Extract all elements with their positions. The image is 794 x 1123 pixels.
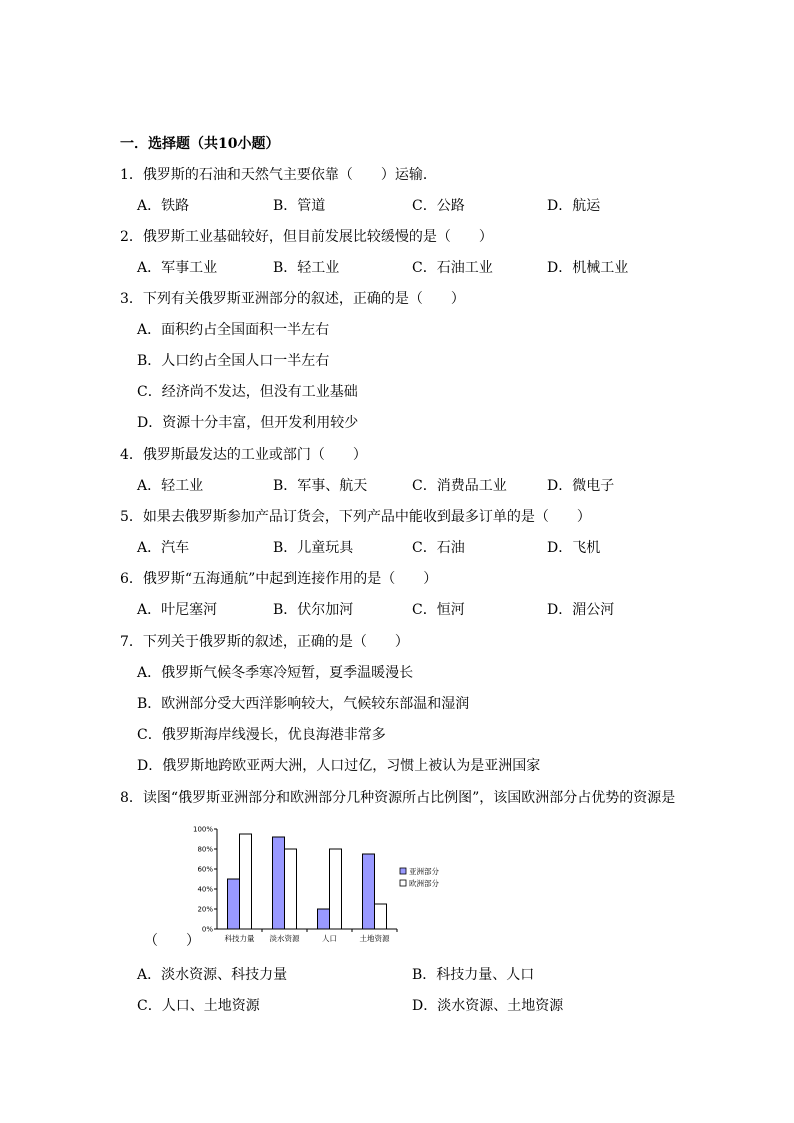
- legend-swatch: [400, 868, 406, 874]
- y-tick-label: 0%: [201, 925, 213, 934]
- chart-y-labels: [193, 826, 213, 934]
- question-5-option-a[interactable]: A．汽车: [137, 540, 190, 556]
- y-tick-label: 20%: [197, 905, 213, 914]
- question-6-option-a[interactable]: A．叶尼塞河: [137, 602, 218, 618]
- y-tick-label: 60%: [197, 865, 213, 874]
- question-4-option-c[interactable]: C．消费品工业: [412, 478, 507, 494]
- question-4-option-b[interactable]: B．军事、航天: [273, 478, 368, 494]
- question-7-stem: 7．下列关于俄罗斯的叙述，正确的是（ ）: [120, 634, 409, 650]
- question-3-option-a[interactable]: A．面积约占全国面积一半左右: [137, 322, 330, 338]
- question-3-option-d[interactable]: D．资源十分丰富，但开发利用较少: [137, 415, 359, 431]
- bar-asia: [228, 879, 240, 929]
- bar-europe: [240, 834, 252, 929]
- bar-europe: [330, 849, 342, 929]
- bar-asia: [363, 854, 375, 929]
- bar-europe: [375, 904, 387, 929]
- question-3-option-c[interactable]: C．经济尚不发达，但没有工业基础: [137, 384, 358, 400]
- question-5-option-c[interactable]: C．石油: [412, 540, 465, 556]
- chart-legend: [400, 866, 439, 888]
- question-8-option-d[interactable]: D．淡水资源、土地资源: [412, 998, 564, 1014]
- chart-bars: [228, 834, 387, 929]
- question-4-option-a[interactable]: A．轻工业: [137, 478, 204, 494]
- question-2-option-a[interactable]: A．军事工业: [137, 260, 218, 276]
- x-tick-label: 淡水资源: [269, 934, 300, 943]
- question-3-stem: 3．下列有关俄罗斯亚洲部分的叙述，正确的是（ ）: [120, 291, 465, 307]
- question-1-option-a[interactable]: A．铁路: [137, 198, 190, 214]
- y-tick-label: 40%: [197, 885, 213, 894]
- question-1-option-b[interactable]: B．管道: [273, 198, 326, 214]
- y-tick-label: 80%: [197, 845, 213, 854]
- question-3-option-b[interactable]: B．人口约占全国人口一半左右: [137, 353, 330, 369]
- question-7-option-a[interactable]: A．俄罗斯气候冬季寒冷短暂，夏季温暖漫长: [137, 665, 414, 681]
- y-tick-label: 100%: [192, 825, 213, 834]
- resource-ratio-chart: [190, 822, 460, 952]
- question-1-stem: 1．俄罗斯的石油和天然气主要依靠（ ）运输．: [120, 167, 437, 183]
- section-title: 一．选择题（共10小题）: [120, 136, 280, 152]
- question-2-option-d[interactable]: D．机械工业: [547, 260, 629, 276]
- question-8-option-c[interactable]: C．人口、土地资源: [137, 998, 260, 1014]
- x-tick-label: 科技力量: [224, 934, 255, 943]
- question-2-option-c[interactable]: C．石油工业: [412, 260, 493, 276]
- bar-asia: [273, 837, 285, 929]
- x-tick-label: 土地资源: [359, 934, 390, 943]
- question-8-option-b[interactable]: B．科技力量、人口: [412, 967, 535, 983]
- question-2-option-b[interactable]: B．轻工业: [273, 260, 340, 276]
- question-6-option-c[interactable]: C．恒河: [412, 602, 465, 618]
- legend-swatch: [400, 880, 406, 886]
- question-5-option-d[interactable]: D．飞机: [547, 540, 601, 556]
- question-8-answer-blank: （ ）: [144, 933, 200, 949]
- question-6-stem: 6．俄罗斯“五海通航”中起到连接作用的是（ ）: [120, 571, 438, 587]
- legend-label: 欧洲部分: [409, 879, 439, 888]
- question-5-option-b[interactable]: B．儿童玩具: [273, 540, 354, 556]
- question-1-option-d[interactable]: D．航运: [547, 198, 601, 214]
- question-7-option-b[interactable]: B．欧洲部分受大西洋影响较大，气候较东部温和湿润: [137, 696, 470, 712]
- question-8-stem: 8．读图“俄罗斯亚洲部分和欧洲部分几种资源所占比例图”，该国欧洲部分占优势的资源是: [120, 790, 676, 806]
- bar-europe: [285, 849, 297, 929]
- question-4-option-d[interactable]: D．微电子: [547, 478, 615, 494]
- question-4-stem: 4．俄罗斯最发达的工业或部门（ ）: [120, 447, 367, 463]
- question-1-option-c[interactable]: C．公路: [412, 198, 465, 214]
- question-7-option-c[interactable]: C．俄罗斯海岸线漫长，优良海港非常多: [137, 727, 386, 743]
- question-6-option-d[interactable]: D．湄公河: [547, 602, 615, 618]
- chart-x-labels: [225, 933, 390, 943]
- x-tick-label: 人口: [322, 934, 337, 943]
- question-6-option-b[interactable]: B．伏尔加河: [273, 602, 354, 618]
- question-7-option-d[interactable]: D．俄罗斯地跨欧亚两大洲，人口过亿，习惯上被认为是亚洲国家: [137, 758, 541, 774]
- bar-asia: [318, 909, 330, 929]
- question-5-stem: 5．如果去俄罗斯参加产品订货会，下列产品中能收到最多订单的是（ ）: [120, 509, 591, 525]
- legend-label: 亚洲部分: [409, 867, 439, 876]
- bar-chart-svg: [190, 822, 460, 952]
- question-2-stem: 2．俄罗斯工业基础较好，但目前发展比较缓慢的是（ ）: [120, 229, 493, 245]
- question-8-option-a[interactable]: A．淡水资源、科技力量: [137, 967, 288, 983]
